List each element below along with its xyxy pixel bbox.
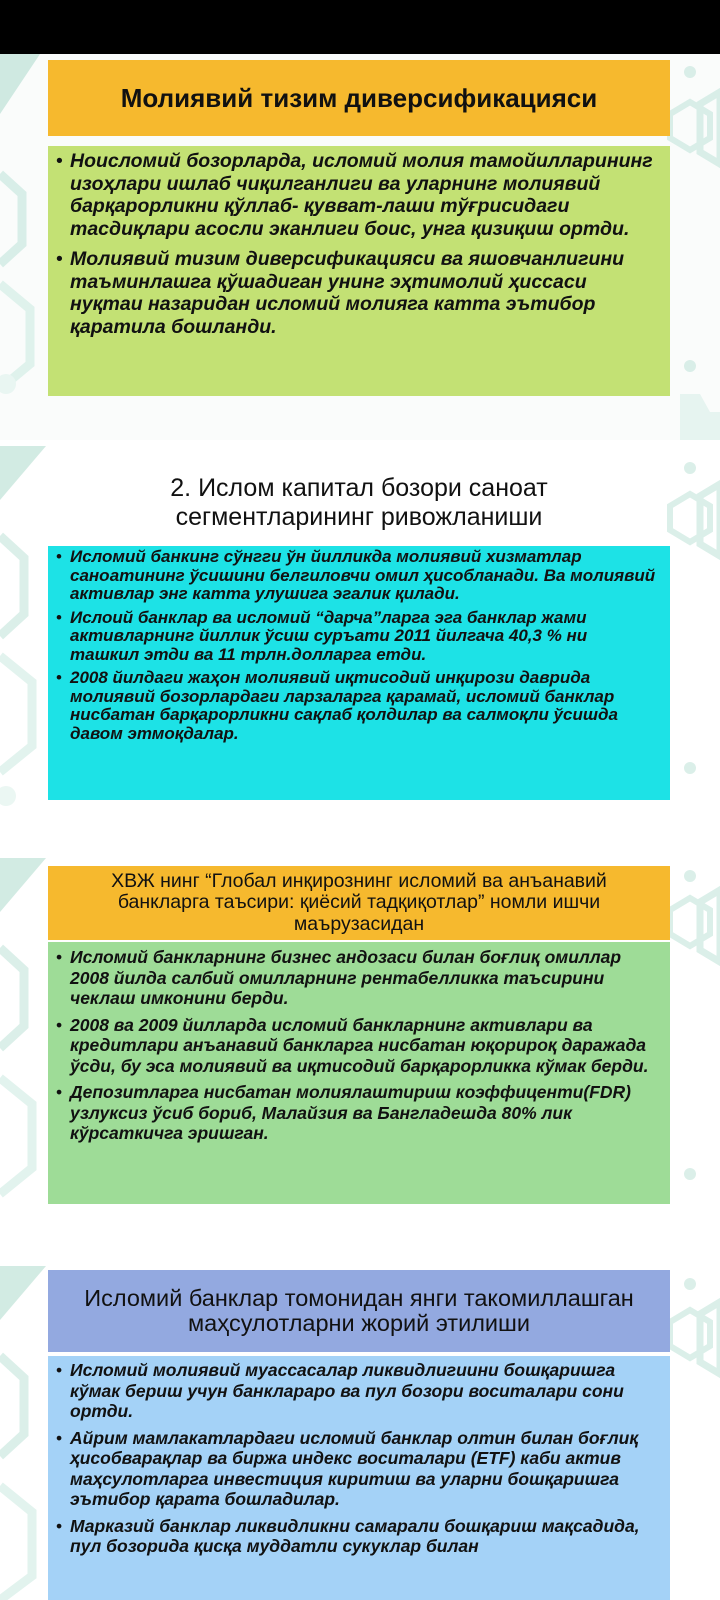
slide-3 bbox=[0, 858, 720, 1248]
list-item: • Ноисломий бозорларда, исломий молия тамойилларининг изоҳлари ишлаб чиқилганлиги ва уларнинг молиявий барқарорликни қўллаб- қувват-лаши тўғрисидаги тасдиқлари асосли эканлиги боис, унга қизиқиш ортди. bbox=[54, 150, 662, 240]
slide-2-content bbox=[48, 546, 670, 800]
list-item: • Исломий молиявий муассасалар ликвидлигиини бошқаришга кўмак бериш учун банклараро ва пул бозори воситалари сони ортди. bbox=[54, 1360, 662, 1422]
slide-2-title-text: 2. Ислом капитал бозори саноат сегментларининг ривожланиши bbox=[170, 474, 548, 531]
list-item: • 2008 йилдаги жаҳон молиявий иқтисодий инқирози даврида молиявий бозорлардаги ларзаларга қарамай, исломий банклар нисбатан барқарорликни сақлаб қолдилар ва салмоқли ўсишда давом этмоқдалар. bbox=[54, 669, 660, 743]
top-bar bbox=[0, 0, 720, 54]
slide-3-title-text: ХВЖ нинг “Глобал инқирознинг исломий ва анъанавий банкларга таъсири: қиёсий тадқиқотлар” номли ишчи маърузасидан bbox=[111, 869, 607, 935]
slide-4-content bbox=[48, 1356, 670, 1600]
list-item: • 2008 ва 2009 йилларда исломий банкларнинг активлари ва кредитлари анъанавий банкларга нисбатан юқорироқ даражада ўсди, бу эса молиявий ва иқтисодий барқарорликка кўмак берди. bbox=[54, 1015, 664, 1077]
list-item: • Ислоий банклар ва исломий “дарча”ларга эга банклар жами активларнинг йиллик ўсиш суръати 2011 йилгача 40,3 % ни ташкил этди ва 11 трлн.долларга етди. bbox=[54, 609, 660, 665]
slide-4-title-text: Исломий банклар томонидан янги такомиллашган маҳсулотларни жорий этилиши bbox=[84, 1285, 634, 1336]
slide-1-title-text: Молиявий тизим диверсификацияси bbox=[120, 82, 598, 113]
list-item: • Исломий банкинг сўнгги ўн йилликда молиявий хизматлар саноатининг ўсишини белгиловчи омил ҳисобланади. Ва молиявий активлар энг катта улушига эгалик қилади. bbox=[54, 548, 660, 604]
slide-4 bbox=[0, 1266, 720, 1600]
list-item: • Айрим мамлакатлардаги исломий банклар олтин билан боғлиқ ҳисобварақлар ва биржа индекс воситалари (ETF) каби актив маҳсулотларга инвестиция киритиш ва уларни бошқаришга эътибор қарата бошладилар. bbox=[54, 1428, 662, 1510]
slide-3-content bbox=[48, 942, 670, 1204]
slide-2 bbox=[0, 446, 720, 836]
list-item: • Депозитларга нисбатан молиялаштириш коэффиценти(FDR) узлуксиз ўсиб бориб, Малайзия ва Бангладешда 80% лик кўрсаткичга эришган. bbox=[54, 1082, 664, 1144]
list-item: • Марказий банклар ликвидликни самарали бошқариш мақсадида, пул бозорида қисқа муддатли сукуклар билан bbox=[54, 1516, 662, 1557]
slide-1 bbox=[0, 54, 720, 440]
slide-1-title bbox=[48, 60, 670, 136]
list-item: • Молиявий тизим диверсификацияси ва яшовчанлигини таъминлашга қўшадиган унинг эҳтимолий ҳиссаси нуқтаи назаридан исломий молияга катта эътибор қаратила бошланди. bbox=[54, 248, 662, 338]
slide-1-content bbox=[48, 146, 670, 396]
slide-4-title bbox=[48, 1270, 670, 1352]
slide-3-title bbox=[48, 866, 670, 940]
slide-2-title bbox=[48, 468, 670, 538]
list-item: • Исломий банкларнинг бизнес андозаси билан боғлиқ омиллар 2008 йилда салбий омилларнинг рентабелликка таъсирини чеклаш имконини берди. bbox=[54, 947, 664, 1009]
